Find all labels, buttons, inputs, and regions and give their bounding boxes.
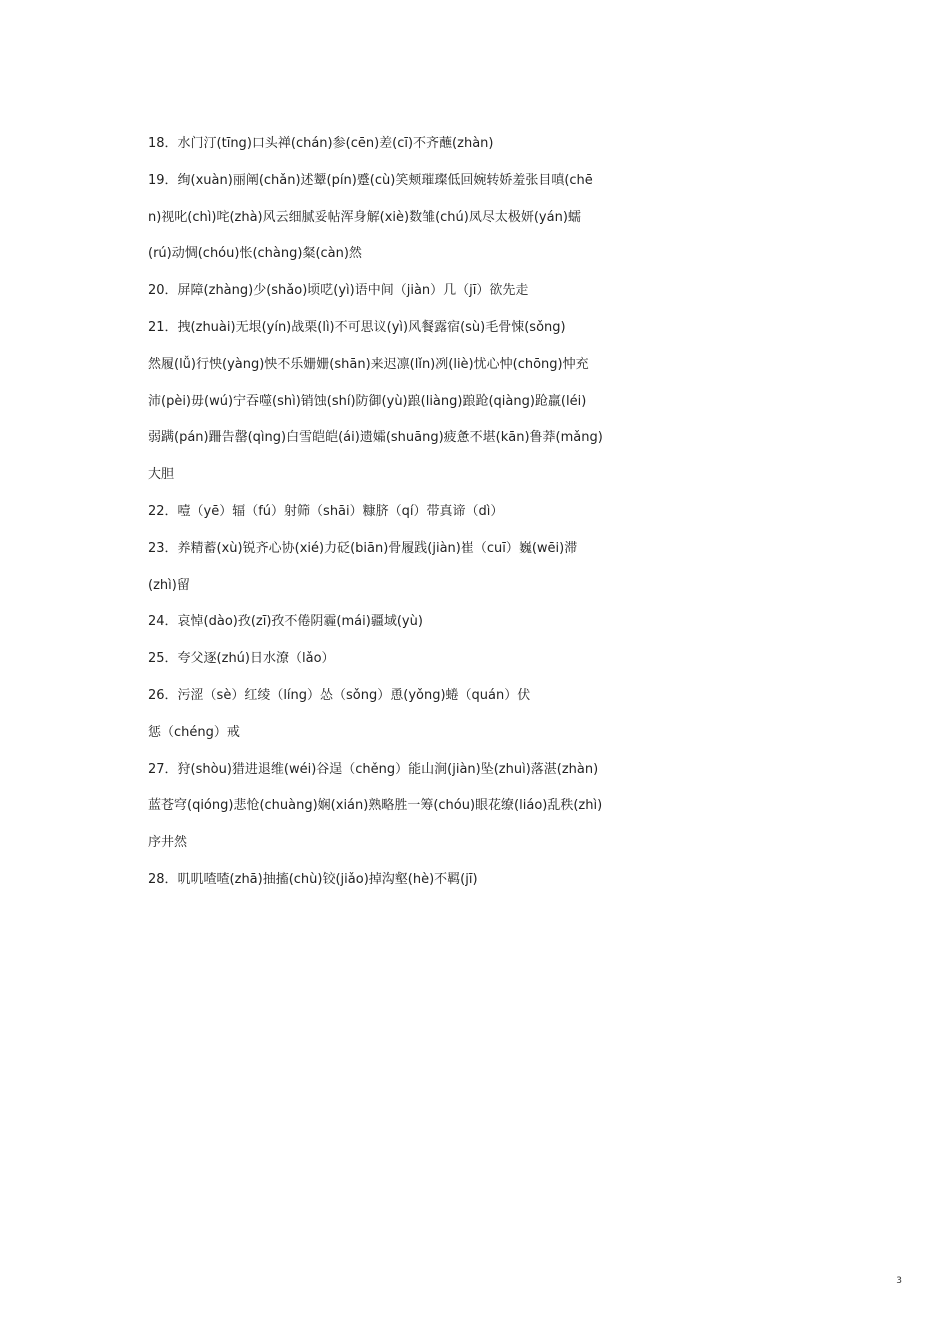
text-line: 20．屏障(zhàng)少(shǎo)顷呓(yì)语中间（jiàn）几（jī）欲先走	[148, 283, 529, 299]
text-line: 26．污涩（sè）红绫（líng）怂（sǒng）恿(yǒng)蜷（quán）伏	[148, 687, 531, 703]
text-line: 然履(lǚ)行怏(yàng)怏不乐姗姗(shān)来迟凛(lǐn)冽(liè)忧心忡(chōng)忡充	[148, 356, 589, 372]
text-line: 18．水门汀(tīng)口头禅(chán)参(cēn)差(cī)不齐蘸(zhàn)	[148, 136, 494, 151]
text-line: 弱蹒(pán)跚告罄(qìng)白雪皑皑(ái)遗孀(shuāng)疲惫不堪(kān)鲁莽(mǎng)	[148, 430, 603, 446]
text-line: 大胆	[148, 467, 175, 483]
text-line: (rú)动惆(chóu)怅(chàng)粲(càn)然	[148, 246, 362, 262]
text-line: 沛(pèi)毋(wú)宁吞噬(shì)销蚀(shí)防御(yù)踉(liàng)踉跄(qiàng)跄羸(léi)	[148, 393, 587, 409]
text-line: 24．哀悼(dào)孜(zī)孜不倦阴霾(mái)疆域(yù)	[148, 614, 423, 630]
text-line: 19．绚(xuàn)丽阐(chǎn)述颦(pín)蹙(cù)笑颊璀璨低回婉转娇羞张目嗔(chē	[148, 172, 593, 188]
text-body	[148, 128, 648, 901]
text-line: n)视叱(chì)咤(zhà)风云细腻妥帖浑身解(xiè)数雏(chú)凤尽太极妍(yán)蠕	[148, 209, 581, 225]
page-number: 3	[896, 1276, 902, 1286]
text-line: 惩（chéng）戒	[148, 724, 240, 740]
text-line: 21．拽(zhuài)无垠(yín)战栗(lì)不可思议(yì)风餐露宿(sù)毛骨悚(sǒng)	[148, 319, 566, 335]
text-line: 23．养精蓄(xù)锐齐心协(xié)力砭(biān)骨履践(jiàn)崔（cuī）巍(wēi)滞	[148, 540, 578, 556]
text-line: (zhì)留	[148, 577, 190, 593]
text-line: 序井然	[148, 835, 188, 851]
text-line: 25．夸父逐(zhú)日水潦（lǎo）	[148, 651, 335, 667]
text-line: 27．狩(shòu)猎进退维(wéi)谷逞（chěng）能山涧(jiàn)坠(zhuì)落湛(zhàn)	[148, 761, 599, 777]
text-line: 22．噎（yē）辐（fú）射筛（shāi）糠脐（qí）带真谛（dì）	[148, 503, 504, 519]
text-line: 28．叽叽喳喳(zhā)抽搐(chù)铰(jiǎo)掉沟壑(hè)不羁(jī)	[148, 871, 478, 887]
text-line: 蓝苍穹(qióng)悲怆(chuàng)娴(xián)熟略胜一筹(chóu)眼花缭(liáo)乱秩(zhì)	[148, 798, 603, 814]
